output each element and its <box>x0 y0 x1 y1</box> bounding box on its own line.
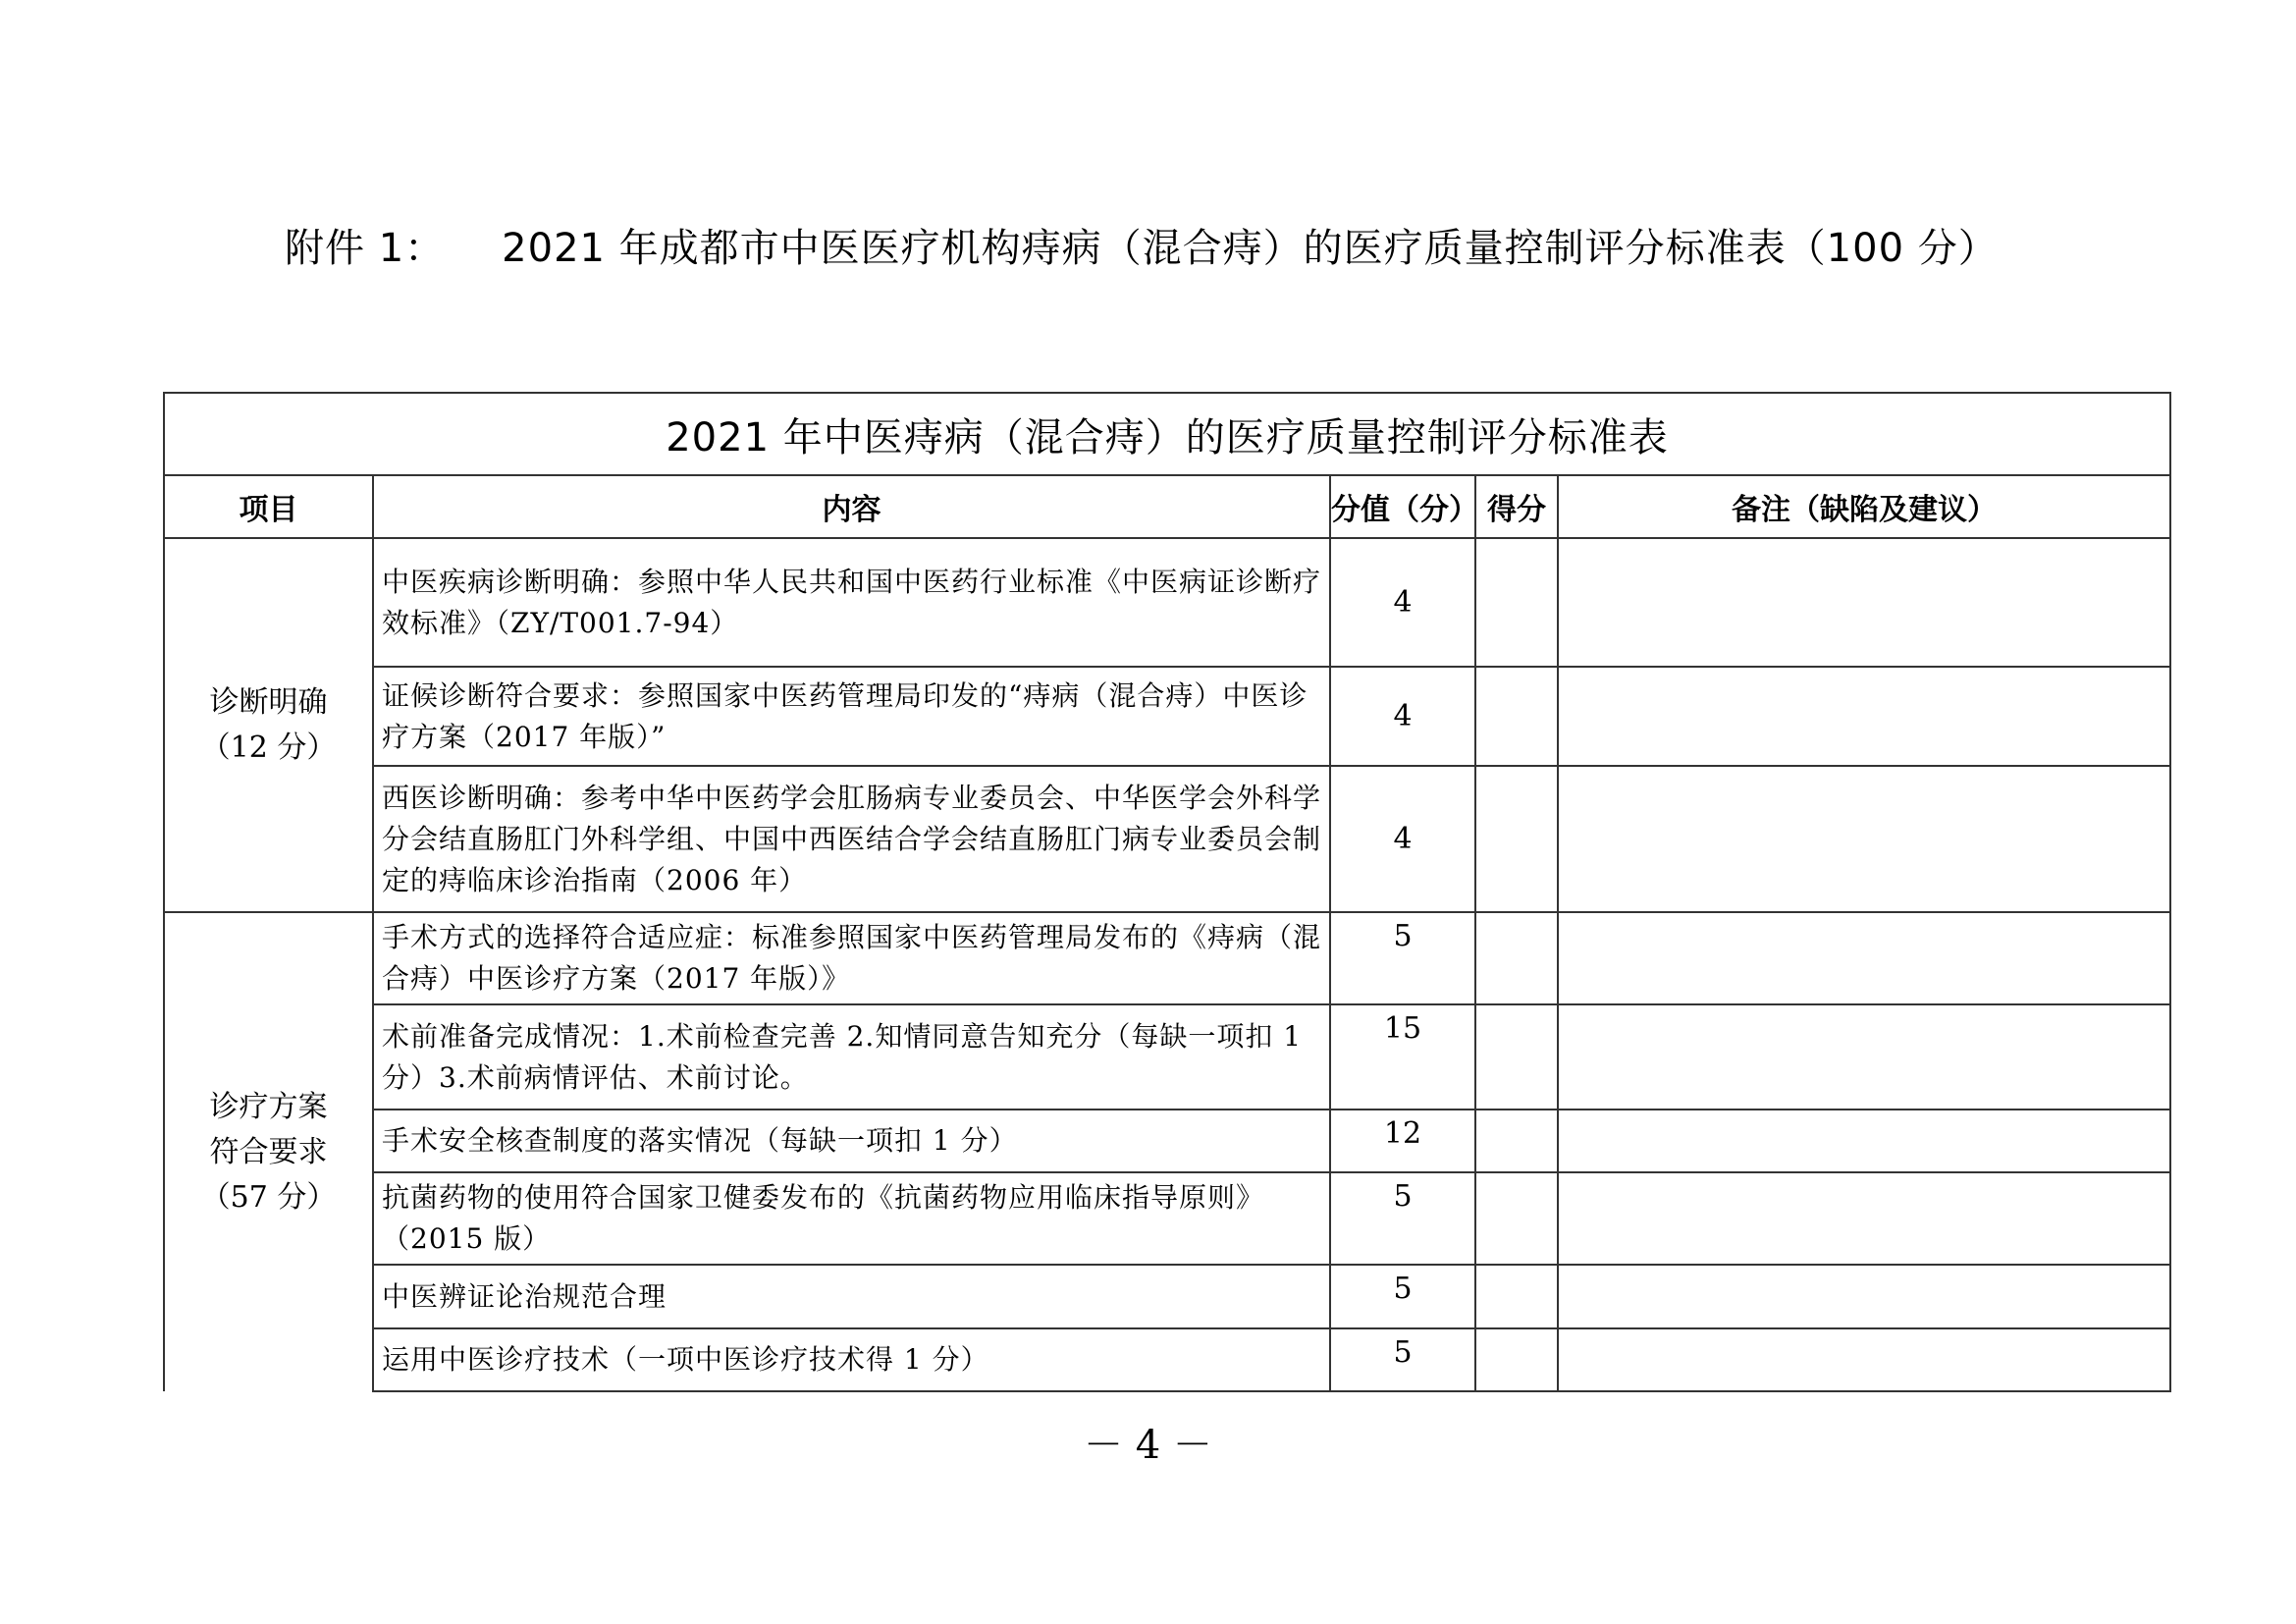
table-caption: 2021 年中医痔病（混合痔）的医疗质量控制评分标准表 <box>164 393 2170 475</box>
remarks-cell[interactable] <box>1558 667 2170 766</box>
score-cell[interactable] <box>1475 1110 1558 1172</box>
criterion-points: 4 <box>1330 667 1475 766</box>
category-diagnosis <box>164 538 373 912</box>
criterion-points: 5 <box>1330 912 1475 1004</box>
remarks-cell[interactable] <box>1558 766 2170 912</box>
score-cell[interactable] <box>1475 766 1558 912</box>
remarks-cell[interactable] <box>1558 1265 2170 1328</box>
table-row <box>164 1004 2170 1110</box>
remarks-cell[interactable] <box>1558 1110 2170 1172</box>
category-points: （57 分） <box>200 1179 337 1215</box>
table-header-row <box>164 475 2170 538</box>
criterion-points: 4 <box>1330 766 1475 912</box>
criterion-content: 手术方式的选择符合适应症：标准参照国家中医药管理局发布的《痔病（混合痔）中医诊疗方案（2017 年版）》 <box>373 912 1330 1004</box>
criterion-content: 手术安全核查制度的落实情况（每缺一项扣 1 分） <box>373 1110 1330 1172</box>
table-row <box>164 912 2170 1004</box>
header-remarks: 备注（缺陷及建议） <box>1558 475 2170 538</box>
category-label: 诊疗方案 <box>209 1089 328 1124</box>
criterion-points: 5 <box>1330 1265 1475 1328</box>
header-item: 项目 <box>164 475 373 538</box>
score-cell[interactable] <box>1475 912 1558 1004</box>
header-content: 内容 <box>373 475 1330 538</box>
criterion-content: 运用中医诊疗技术（一项中医诊疗技术得 1 分） <box>373 1328 1330 1391</box>
remarks-cell[interactable] <box>1558 1172 2170 1265</box>
remarks-cell[interactable] <box>1558 912 2170 1004</box>
table-row <box>164 1265 2170 1328</box>
category-label: 符合要求 <box>209 1134 328 1169</box>
remarks-cell[interactable] <box>1558 538 2170 667</box>
table-row <box>164 1328 2170 1391</box>
criterion-content: 中医疾病诊断明确：参照中华人民共和国中医药行业标准《中医病证诊断疗效标准》（ZY/T001.7-94） <box>373 538 1330 667</box>
document-title-text: 2021 年成都市中医医疗机构痔病（混合痔）的医疗质量控制评分标准表（100 分） <box>502 226 1999 271</box>
criterion-content: 术前准备完成情况：1.术前检查完善 2.知情同意告知充分（每缺一项扣 1 分）3.术前病情评估、术前讨论。 <box>373 1004 1330 1110</box>
criterion-content: 中医辨证论治规范合理 <box>373 1265 1330 1328</box>
score-cell[interactable] <box>1475 1172 1558 1265</box>
criterion-points: 5 <box>1330 1328 1475 1391</box>
criterion-points: 12 <box>1330 1110 1475 1172</box>
score-cell[interactable] <box>1475 538 1558 667</box>
document-title <box>285 221 2150 276</box>
scoring-table <box>163 392 2171 1392</box>
score-cell[interactable] <box>1475 1265 1558 1328</box>
attachment-label: 附件 1： <box>285 226 446 271</box>
score-cell[interactable] <box>1475 1328 1558 1391</box>
criterion-points: 15 <box>1330 1004 1475 1110</box>
header-score: 得分 <box>1475 475 1558 538</box>
header-points: 分值（分） <box>1330 475 1475 538</box>
criterion-content: 抗菌药物的使用符合国家卫健委发布的《抗菌药物应用临床指导原则》（2015 版） <box>373 1172 1330 1265</box>
table-row <box>164 766 2170 912</box>
table-row <box>164 1110 2170 1172</box>
category-treatment-plan <box>164 912 373 1391</box>
category-label: 诊断明确 <box>209 684 328 720</box>
table-caption-row <box>164 393 2170 475</box>
criterion-points: 5 <box>1330 1172 1475 1265</box>
remarks-cell[interactable] <box>1558 1328 2170 1391</box>
category-points: （12 分） <box>200 730 337 765</box>
remarks-cell[interactable] <box>1558 1004 2170 1110</box>
table-row <box>164 538 2170 667</box>
score-cell[interactable] <box>1475 1004 1558 1110</box>
table-row <box>164 667 2170 766</box>
page-number: － 4 － <box>1084 1423 1212 1468</box>
table-row <box>164 1172 2170 1265</box>
criterion-content: 证候诊断符合要求：参照国家中医药管理局印发的“痔病（混合痔）中医诊疗方案（2017 年版）” <box>373 667 1330 766</box>
score-cell[interactable] <box>1475 667 1558 766</box>
criterion-points: 4 <box>1330 538 1475 667</box>
criterion-content: 西医诊断明确：参考中华中医药学会肛肠病专业委员会、中华医学会外科学分会结直肠肛门外科学组、中国中西医结合学会结直肠肛门病专业委员会制定的痔临床诊治指南（2006 年） <box>373 766 1330 912</box>
